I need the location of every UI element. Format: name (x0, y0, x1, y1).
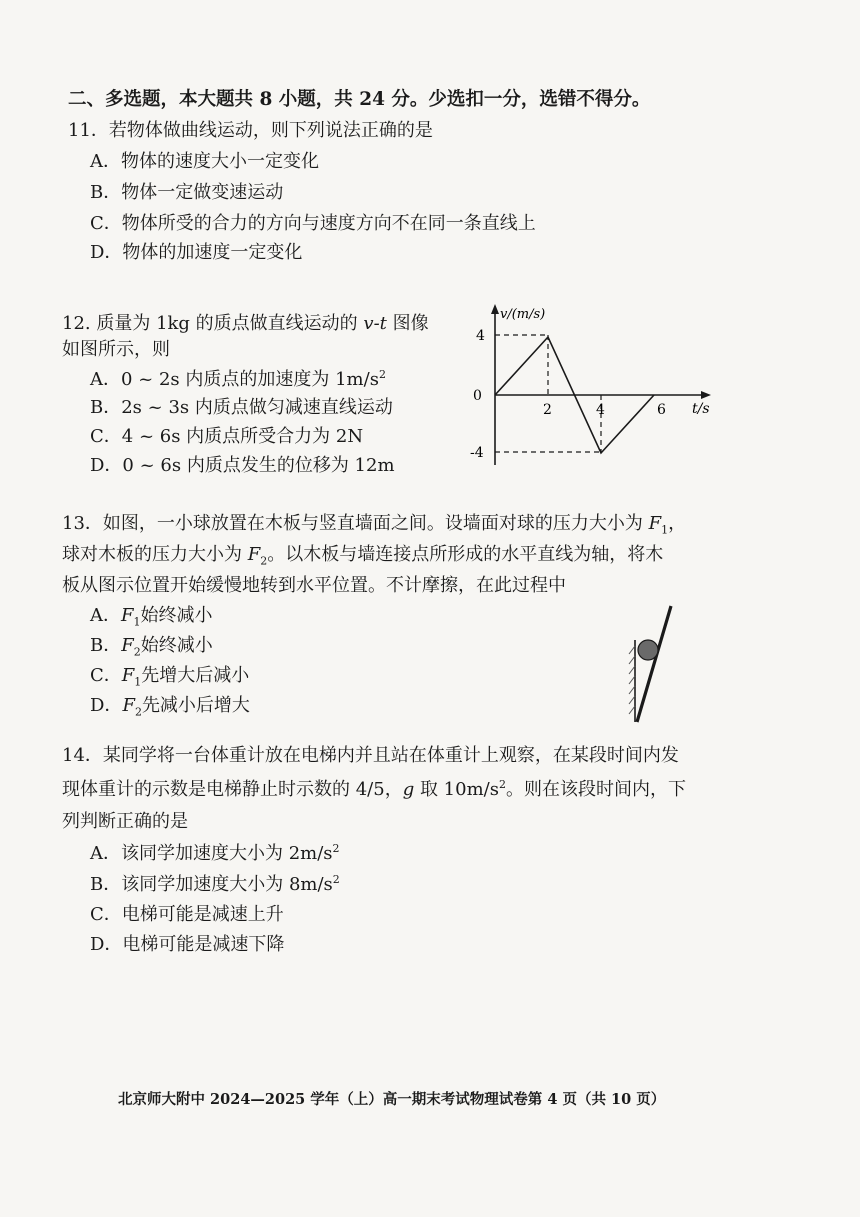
q13-option-b-text: 始终减小 (140, 635, 213, 656)
vt-tick-x-6: 6 (657, 402, 666, 418)
q14-option-b-sup: 2 (332, 873, 340, 886)
q14-option-d: D．电梯可能是减速下降 (90, 934, 285, 955)
q13-option-a (90, 604, 213, 628)
q14-option-c: C．电梯可能是减速上升 (90, 904, 284, 925)
q13-stem2-end: 。以木板与墙连接点所形成的水平直线为轴，将木 (267, 544, 664, 565)
q13-option-d (90, 694, 250, 718)
q13-option-b-symbol: F (121, 635, 134, 656)
q13-stem-line1 (62, 512, 686, 536)
q13-option-d-symbol: F (122, 695, 135, 716)
q12-vt-symbol: v-t (363, 313, 387, 334)
q14-stem2-sup: 2 (498, 778, 506, 791)
q13-option-a-text: 始终减小 (140, 605, 213, 626)
board-line (637, 606, 671, 722)
q14-stem2-value: 取 10m/s (414, 779, 499, 800)
q13-stem2-text: 球对木板的压力大小为 (62, 544, 248, 565)
q12-stem-line1 (62, 312, 429, 336)
q13-f1-symbol: F (648, 513, 662, 534)
q13-option-d-text: 先减小后增大 (141, 695, 250, 716)
ball (638, 640, 658, 660)
q13-option-d-prefix: D． (90, 695, 123, 716)
q14-option-b-text: B．该同学加速度大小为 8m/s (90, 874, 333, 895)
q14-stem-line1: 14．某同学将一台体重计放在电梯内并且站在体重计上观察，在某段时间内发 (62, 745, 679, 766)
vt-tick-x-4: 4 (596, 402, 605, 418)
q13-stem-text: 13．如图，一小球放置在木板与竖直墙面之间。设墙面对球的压力大小为 (62, 513, 649, 534)
q13-option-c (90, 664, 249, 688)
q12-stem-line2: 如图所示，则 (62, 339, 170, 360)
vt-x-arrow (701, 391, 711, 399)
vt-tick-x-2: 2 (543, 402, 552, 418)
vt-graph (460, 300, 720, 475)
vt-origin-label: 0 (473, 388, 482, 404)
q13-option-c-sub: 1 (134, 675, 142, 689)
q13-f2-sub: 2 (260, 554, 268, 568)
q12-option-a-text: A．0 ~ 2s 内质点的加速度为 1m/s (90, 369, 379, 390)
q13-option-a-sub: 1 (133, 615, 141, 629)
q14-g-symbol: g (402, 779, 415, 800)
q14-option-a (90, 842, 340, 866)
q14-stem2-end: 。则在该段时间内，下 (505, 779, 686, 800)
q13-option-b (90, 634, 213, 658)
q14-stem2-text: 现体重计的示数是电梯静止时示数的 4/5， (62, 779, 403, 800)
page-footer: 北京师大附中 2024—2025 学年（上）高一期末考试物理试卷第 4 页（共 10 页） (118, 1091, 666, 1108)
q12-option-d: D．0 ~ 6s 内质点发生的位移为 12m (90, 455, 395, 476)
q11-option-d: D．物体的加速度一定变化 (90, 242, 303, 263)
q14-option-a-text: A．该同学加速度大小为 2m/s (90, 843, 333, 864)
vt-tick-y-neg4: -4 (470, 445, 484, 461)
q11-option-b: B．物体一定做变速运动 (90, 182, 284, 203)
ball-board-diagram (615, 600, 685, 730)
q13-option-b-prefix: B． (90, 635, 122, 656)
q14-option-b (90, 873, 340, 897)
q13-stem-line2 (62, 543, 663, 567)
q13-f1-sub: 1 (661, 523, 669, 537)
vt-tick-y-4: 4 (476, 328, 485, 344)
q13-option-a-symbol: F (121, 605, 134, 626)
q12-stem-text: 12. 质量为 1kg 的质点做直线运动的 (62, 313, 364, 334)
q12-option-a-sup: 2 (378, 368, 386, 381)
q14-option-a-sup: 2 (332, 842, 340, 855)
q13-stem-comma: ， (668, 513, 687, 534)
q13-option-c-prefix: C． (90, 665, 122, 686)
q11-option-c: C．物体所受的合力的方向与速度方向不在同一条直线上 (90, 213, 536, 234)
vt-y-arrow (491, 304, 499, 314)
vt-y-label: v/(m/s) (500, 307, 546, 322)
q12-option-b: B．2s ~ 3s 内质点做匀减速直线运动 (90, 397, 393, 418)
vt-x-label: t/s (692, 401, 710, 417)
section-heading: 二、多选题，本大题共 8 小题，共 24 分。少选扣一分，选错不得分。 (68, 89, 651, 110)
q13-option-d-sub: 2 (134, 705, 142, 719)
q11-stem: 11．若物体做曲线运动，则下列说法正确的是 (68, 120, 433, 141)
q12-option-c: C．4 ~ 6s 内质点所受合力为 2N (90, 426, 364, 447)
q13-stem-line3: 板从图示位置开始缓慢地转到水平位置。不计摩擦，在此过程中 (62, 575, 566, 596)
q13-option-c-symbol: F (121, 665, 135, 686)
q11-option-a: A．物体的速度大小一定变化 (90, 151, 319, 172)
q13-option-a-prefix: A． (90, 605, 121, 626)
q14-stem-line3: 列判断正确的是 (62, 811, 188, 832)
q12-stem-text-end: 图像 (386, 313, 429, 334)
q14-stem-line2 (62, 778, 686, 802)
q13-option-b-sub: 2 (133, 645, 141, 659)
q12-option-a (90, 368, 386, 392)
wall-hatching (629, 646, 635, 714)
q13-option-c-text: 先增大后减小 (141, 665, 250, 686)
q13-f2-symbol: F (247, 544, 261, 565)
